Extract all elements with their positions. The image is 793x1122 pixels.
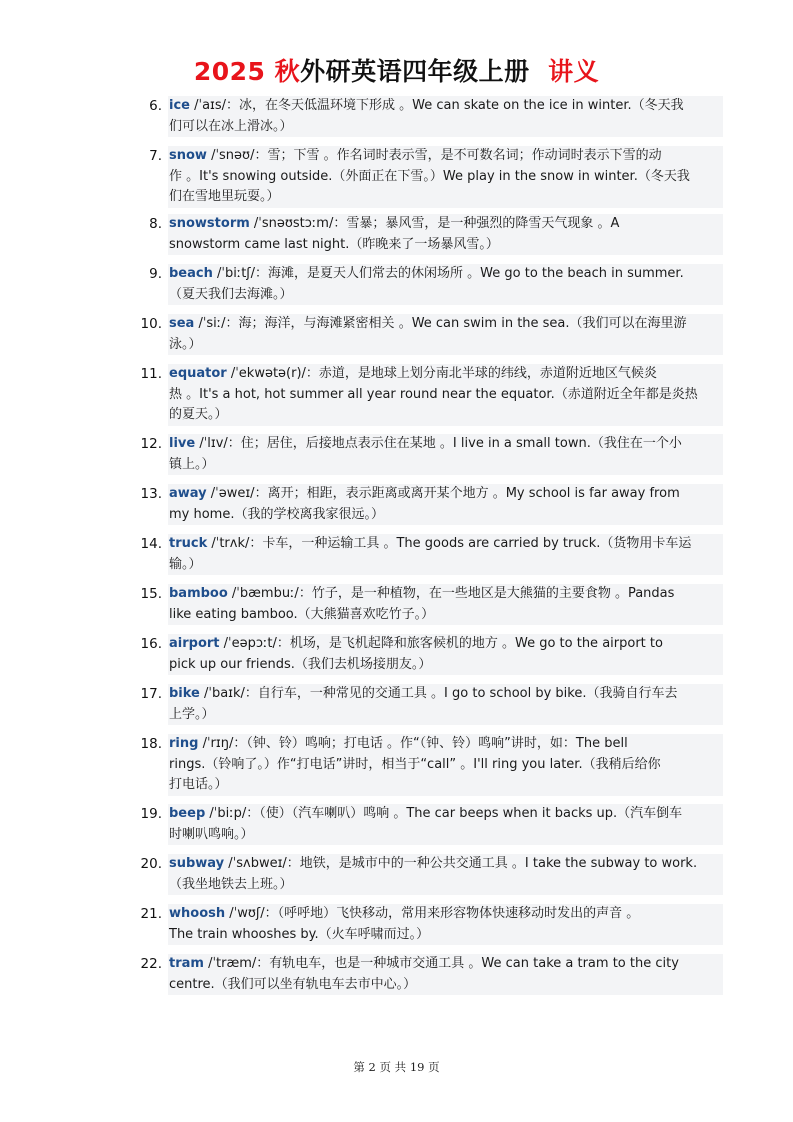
entry-body — [168, 954, 723, 995]
entry-text: 镇上。） — [169, 456, 215, 472]
entry-line — [168, 405, 723, 426]
entry-number: 14. — [140, 536, 162, 552]
entry-line — [168, 954, 723, 975]
entry-number: 6. — [149, 98, 162, 114]
title-notes: 讲义 — [548, 57, 600, 86]
entry-line — [168, 505, 723, 526]
entry-body — [168, 684, 723, 725]
entry-line — [168, 385, 723, 406]
entry-text: 们在雪地里玩耍。） — [169, 189, 280, 204]
entry-line — [168, 605, 723, 626]
entry-number: 13. — [140, 486, 162, 502]
entry-body — [168, 534, 723, 575]
entry-text: 打电话。） — [169, 777, 228, 792]
entry-text: /ˈtrʌk/：卡车，一种运输工具 。The goods are carried by truck.（货物用卡车运 — [207, 536, 692, 551]
entry-line — [168, 755, 723, 776]
vocab-word: equator — [169, 366, 227, 381]
entry-body — [168, 584, 723, 625]
entry-body — [168, 854, 723, 895]
entry-text: /ˈbiːtʃ/：海滩，是夏天人们常去的休闲场所 。We go to the beach in summer. — [212, 266, 684, 281]
entry-body — [168, 634, 723, 675]
entry-body — [168, 146, 723, 208]
entry-line — [168, 655, 723, 676]
entry-body — [168, 96, 723, 137]
entry-text: snowstorm came last night.（昨晚来了一场暴风雪。） — [169, 236, 499, 252]
entry-text: /ˈsnəʊstɔːm/：雪暴；暴风雪，是一种强烈的降雪天气现象 。A — [249, 216, 620, 231]
entry-text: （夏天我们去海滩。） — [169, 286, 293, 302]
entry-text: /ˈəweɪ/：离开；相距，表示距离或离开某个地方 。My school is far away from — [206, 486, 680, 501]
vocab-word: sea — [169, 316, 195, 331]
entry-line — [168, 555, 723, 576]
entry-text: 热 。It's a hot, hot summer all year round near the equator.（赤道附近全年都是炎热 — [169, 386, 698, 402]
entry-text: /ˈtræm/：有轨电车，也是一种城市交通工具 。We can take a tram to the city — [203, 956, 679, 971]
entry-line — [168, 705, 723, 726]
entry-number: 16. — [140, 636, 162, 652]
entry-line — [168, 684, 723, 705]
entry-text: 作 。It's snowing outside.（外面正在下雪。）We play in the snow in winter.（冬天我 — [169, 168, 690, 184]
entry-line — [168, 584, 723, 605]
vocab-word: ice — [169, 98, 190, 113]
entry-line — [168, 534, 723, 555]
entry-line — [168, 364, 723, 385]
entry-number: 7. — [149, 148, 162, 164]
title-course: 外研英语四年级上册 — [300, 57, 530, 86]
entry-line — [168, 434, 723, 455]
entry-line — [168, 775, 723, 796]
vocab-word: ring — [169, 736, 199, 751]
entry-number: 19. — [140, 806, 162, 822]
entry-line — [168, 335, 723, 356]
entry-body — [168, 804, 723, 845]
entry-line — [168, 214, 723, 235]
entry-line — [168, 187, 723, 208]
entry-line — [168, 825, 723, 846]
entry-line — [168, 484, 723, 505]
entry-number: 20. — [140, 856, 162, 872]
entry-number: 15. — [140, 586, 162, 602]
entry-number: 10. — [140, 316, 162, 332]
entry-body — [168, 434, 723, 475]
entry-number: 8. — [149, 216, 162, 232]
entry-number: 22. — [140, 956, 162, 972]
vocab-word: beep — [169, 806, 206, 821]
entry-text: pick up our friends.（我们去机场接朋友。） — [169, 656, 432, 672]
entry-text: 上学。） — [169, 706, 215, 722]
vocab-word: snow — [169, 148, 207, 163]
entry-body — [168, 904, 723, 945]
entry-number: 21. — [140, 906, 162, 922]
vocab-word: beach — [169, 266, 213, 281]
vocab-word: truck — [169, 536, 208, 551]
page-title — [0, 52, 793, 88]
entry-text: centre.（我们可以坐有轨电车去市中心。） — [169, 976, 417, 992]
entry-body — [168, 264, 723, 305]
entry-text: like eating bamboo.（大熊猫喜欢吃竹子。） — [169, 606, 435, 622]
entry-text: /ˈsnəʊ/：雪；下雪 。作名词时表示雪，是不可数名词；作动词时表示下雪的动 — [206, 148, 662, 163]
entry-line — [168, 904, 723, 925]
entry-text: rings.（铃响了。）作“打电话”讲时，相当于“call” 。I'll ring you later.（我稍后给你 — [169, 756, 661, 772]
vocab-word: away — [169, 486, 207, 501]
entry-text: 输。） — [169, 556, 202, 572]
vocab-word: snowstorm — [169, 216, 250, 231]
entry-line — [168, 235, 723, 256]
entry-line — [168, 925, 723, 946]
vocab-word: subway — [169, 856, 225, 871]
entry-text: /ˈsiː/：海；海洋，与海滩紧密相关 。We can swim in the sea.（我们可以在海里游 — [194, 316, 687, 331]
entry-text: /ˈbæmbuː/：竹子，是一种植物，在一些地区是大熊猫的主要食物 。Pandas — [227, 586, 675, 601]
entry-text: （我坐地铁去上班。） — [169, 876, 293, 892]
entry-text: /ˈeəpɔːt/：机场，是飞机起降和旅客候机的地方 。We go to the airport to — [219, 636, 663, 651]
entry-text: /ˈlɪv/：住；居住，后接地点表示住在某地 。I live in a small town.（我住在一个小 — [195, 436, 682, 451]
vocab-word: live — [169, 436, 196, 451]
vocab-word: whoosh — [169, 906, 226, 921]
entry-body — [168, 734, 723, 796]
entry-line — [168, 117, 723, 138]
entry-number: 11. — [140, 366, 162, 382]
entry-body — [168, 214, 723, 255]
entry-text: /ˈsʌbweɪ/：地铁，是城市中的一种公共交通工具 。I take the subway to work. — [224, 856, 698, 871]
entry-body — [168, 364, 723, 426]
entry-body — [168, 314, 723, 355]
entry-number: 12. — [140, 436, 162, 452]
page-footer: 第 2 页 共 19 页 — [353, 1060, 440, 1074]
entry-text: 时喇叭鸣响。） — [169, 826, 254, 842]
vocab-word: airport — [169, 636, 220, 651]
entry-text: The train whooshes by.（火车呼啸而过。） — [169, 926, 430, 942]
entry-line — [168, 314, 723, 335]
entry-text: /ˈekwətə(r)/：赤道，是地球上划分南北半球的纬线，赤道附近地区气候炎 — [226, 366, 657, 381]
entry-line — [168, 734, 723, 755]
title-year-season: 2025 秋 — [193, 57, 301, 86]
entry-line — [168, 455, 723, 476]
entry-line — [168, 96, 723, 117]
entry-text: my home.（我的学校离我家很远。） — [169, 506, 384, 522]
entry-number: 9. — [149, 266, 162, 282]
entry-text: /ˈbaɪk/：自行车，一种常见的交通工具 。I go to school by bike.（我骑自行车去 — [199, 686, 678, 701]
entry-line — [168, 264, 723, 285]
vocab-word: bamboo — [169, 586, 228, 601]
vocab-word: bike — [169, 686, 200, 701]
entry-line — [168, 875, 723, 896]
entry-text: 的夏天。） — [169, 407, 228, 422]
entry-line — [168, 804, 723, 825]
entry-number: 17. — [140, 686, 162, 702]
entry-text: /ˈaɪs/：冰，在冬天低温环境下形成 。We can skate on the ice in winter.（冬天我 — [189, 98, 684, 113]
entry-line — [168, 634, 723, 655]
entry-text: /ˈbiːp/：（使）（汽车喇叭）鸣响 。The car beeps when it backs up.（汽车倒车 — [205, 806, 683, 821]
entry-line — [168, 285, 723, 306]
entry-line — [168, 146, 723, 167]
vocab-word: tram — [169, 956, 204, 971]
entry-body — [168, 484, 723, 525]
entry-text: /ˈrɪŋ/：（钟、铃）鸣响；打电话 。作“（钟、铃）鸣响”讲时，如：The bell — [198, 736, 628, 751]
entry-text: 泳。） — [169, 336, 202, 352]
entry-line — [168, 975, 723, 996]
entry-line — [168, 167, 723, 188]
entry-text: 们可以在冰上滑冰。） — [169, 118, 293, 134]
entry-line — [168, 854, 723, 875]
entry-text: /ˈwʊʃ/：（呼呼地）飞快移动，常用来形容物体快速移动时发出的声音 。 — [225, 906, 640, 921]
entry-number: 18. — [140, 736, 162, 752]
